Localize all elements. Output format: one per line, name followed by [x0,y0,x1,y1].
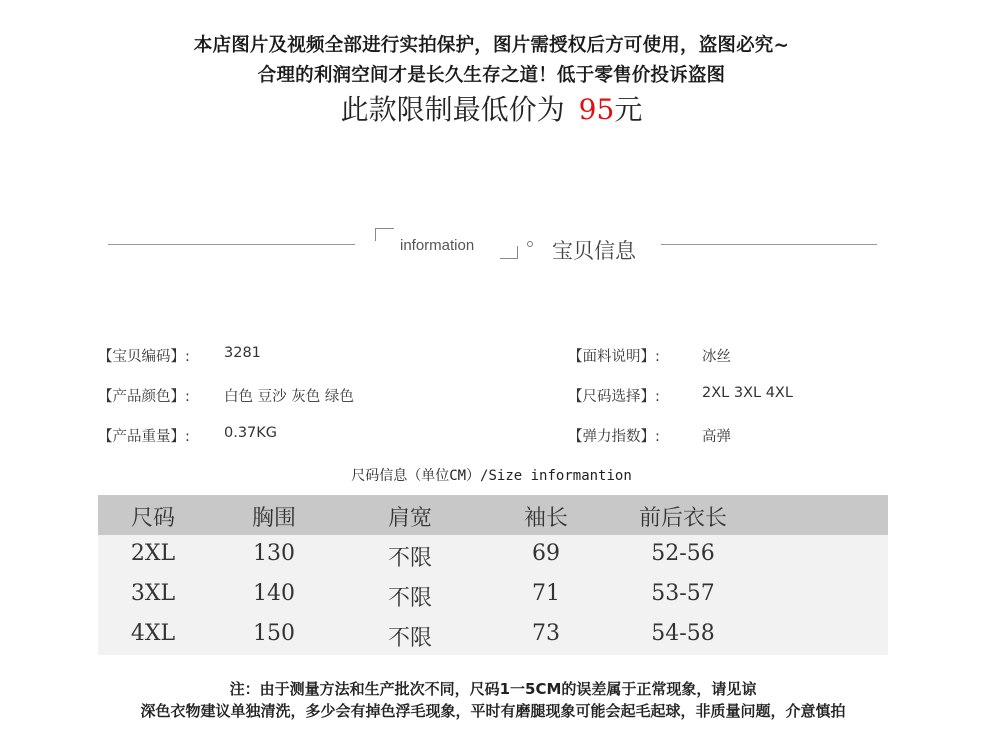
circle-dot-icon [527,241,533,247]
row-3xl-shoulder: 不限 [387,586,432,611]
row-4xl-shoulder: 不限 [387,626,432,651]
size-table-header-row [98,495,888,535]
elasticity-value: 高弹 [702,429,731,445]
header-shoulder: 肩宽 [387,506,432,531]
header-sleeve: 袖长 [523,506,568,531]
row-3xl-chest: 140 [253,581,295,606]
row-4xl-sleeve: 73 [532,621,560,646]
header-chest: 胸围 [251,506,296,531]
divider-line-left [108,244,355,245]
size-options-value: 2XL 3XL 4XL [702,385,793,401]
corner-bracket-bottom-right [500,246,518,259]
row-3xl-sleeve: 71 [532,581,560,606]
corner-bracket-top-left [375,228,394,241]
elasticity-label: 【弹力指数】: [568,429,660,445]
product-weight-value: 0.37KG [224,425,278,441]
product-weight-label: 【产品重量】: [98,429,190,445]
product-code-value: 3281 [224,345,261,361]
minimum-price-line [0,88,983,128]
information-heading: information [400,237,475,254]
minimum-price-value: 95 [578,93,615,126]
row-2xl-sleeve: 69 [532,541,560,566]
header-length: 前后衣长 [638,506,727,531]
row-2xl-shoulder: 不限 [387,546,432,571]
minimum-price-unit: 元 [614,93,643,126]
product-color-label: 【产品颜色】: [98,389,190,405]
product-code-label: 【宝贝编码】: [98,349,190,365]
row-3xl-length: 53-57 [651,581,715,606]
minimum-price-label: 此款限制最低价为 [340,93,565,126]
divider-line-right [661,244,877,245]
size-options-label: 【尺码选择】: [568,389,660,405]
product-info-heading: 宝贝信息 [552,239,636,263]
fabric-label: 【面料说明】: [568,349,660,365]
row-2xl-size: 2XL [130,541,176,566]
size-table-caption: 尺码信息（单位CM）/Size informantion [351,468,632,484]
copyright-notice: 本店图片及视频全部进行实拍保护，图片需授权后方可使用，盗图必究~ [193,35,790,56]
fabric-value: 冰丝 [702,349,731,365]
size-table [98,495,888,655]
row-2xl-chest: 130 [253,541,295,566]
measurement-note: 注：由于测量方法和生产批次不同，尺码1一5CM的误差属于正常现象，请见谅 [229,680,757,698]
product-color-value: 白色 豆沙 灰色 绿色 [224,389,354,405]
row-4xl-size: 4XL [130,621,176,646]
row-2xl-length: 52-56 [651,541,715,566]
row-4xl-chest: 150 [253,621,295,646]
row-3xl-size: 3XL [130,581,176,606]
washing-note: 深色衣物建议单独清洗，多少会有掉色浮毛现象，平时有磨腿现象可能会起毛起球，非质量问题，介意慎拍 [140,702,846,720]
row-4xl-length: 54-58 [651,621,715,646]
header-size: 尺码 [130,506,175,531]
retail-price-notice: 合理的利润空间才是长久生存之道！低于零售价投诉盗图 [257,65,726,86]
